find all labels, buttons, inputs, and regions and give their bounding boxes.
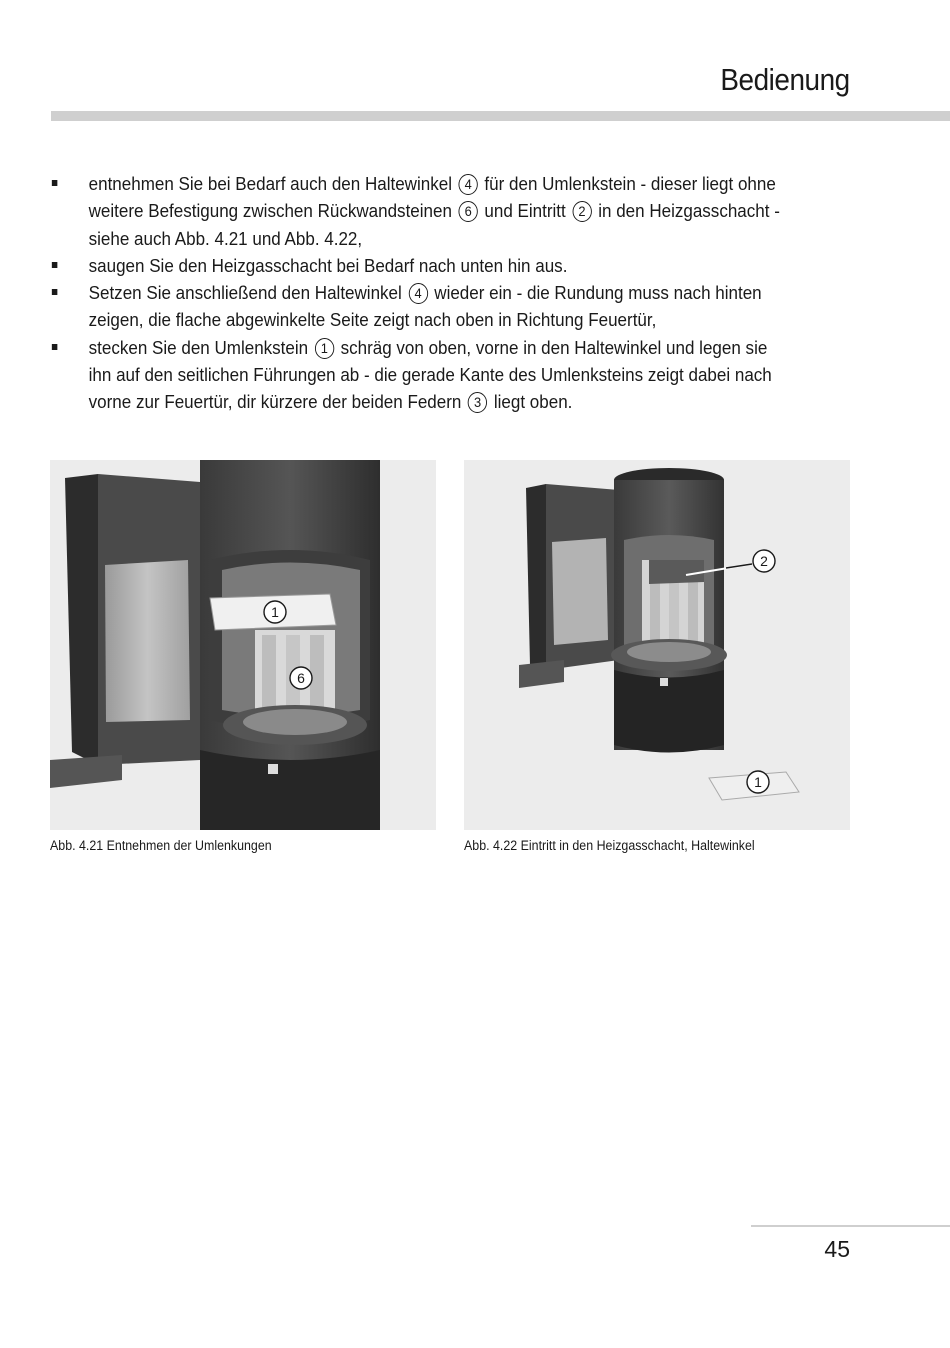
callout-1 bbox=[264, 601, 286, 623]
figure-caption: Abb. 4.22 Eintritt in den Heizgasschacht, Haltewinkel bbox=[464, 838, 755, 853]
svg-text:6: 6 bbox=[297, 670, 305, 686]
figure-stove-flue-entry bbox=[464, 460, 850, 830]
bullet-marker bbox=[52, 289, 58, 295]
list-item: entnehmen Sie bei Bedarf auch den Haltewinkel 4 für den Umlenkstein - dieser liegt ohne weitere Befestigung zwischen Rückwandsteinen 6 und Eintritt 2 in den Heizgasschacht - siehe auch Abb. 4.21 und Abb. 4.22, bbox=[50, 170, 786, 252]
bullet-marker bbox=[52, 344, 58, 350]
page-number: 45 bbox=[824, 1236, 850, 1262]
stove-illustration bbox=[50, 460, 436, 830]
header-rule bbox=[51, 111, 950, 121]
section-title: Bedienung bbox=[720, 62, 850, 97]
reference-number-badge: 6 bbox=[459, 201, 478, 222]
reference-number-badge: 1 bbox=[315, 338, 334, 359]
bullet-marker bbox=[52, 180, 58, 186]
bullet-marker bbox=[52, 262, 58, 268]
list-item: saugen Sie den Heizgasschacht bei Bedarf nach unten hin aus. bbox=[50, 252, 786, 279]
footer-rule bbox=[751, 1225, 950, 1227]
reference-number-badge: 4 bbox=[459, 174, 478, 195]
callout-6 bbox=[290, 667, 312, 689]
figure-stove-baffle-removal bbox=[50, 460, 436, 830]
reference-number-badge: 2 bbox=[572, 201, 591, 222]
svg-text:1: 1 bbox=[271, 604, 279, 620]
figure-caption: Abb. 4.21 Entnehmen der Umlenkungen bbox=[50, 838, 272, 853]
list-item: Setzen Sie anschließend den Haltewinkel 4 wieder ein - die Rundung muss nach hinten zeigen, die flache abgewinkelte Seite zeigt nach oben in Richtung Feuertür, bbox=[50, 279, 786, 334]
callout-2 bbox=[753, 550, 775, 572]
reference-number-badge: 4 bbox=[408, 283, 427, 304]
svg-text:2: 2 bbox=[760, 553, 768, 569]
callout-1 bbox=[747, 771, 769, 793]
list-item: stecken Sie den Umlenkstein 1 schräg von oben, vorne in den Haltewinkel und legen sie ihn auf den seitlichen Führungen ab - die gerade Kante des Umlenksteins zeigt dabei nach vorne zur Feuertür, dir kürzere der beiden Federn 3 liegt oben. bbox=[50, 334, 786, 416]
reference-number-badge: 3 bbox=[468, 392, 487, 413]
instruction-list bbox=[50, 170, 786, 416]
svg-text:1: 1 bbox=[754, 774, 762, 790]
stove-illustration bbox=[464, 460, 850, 830]
